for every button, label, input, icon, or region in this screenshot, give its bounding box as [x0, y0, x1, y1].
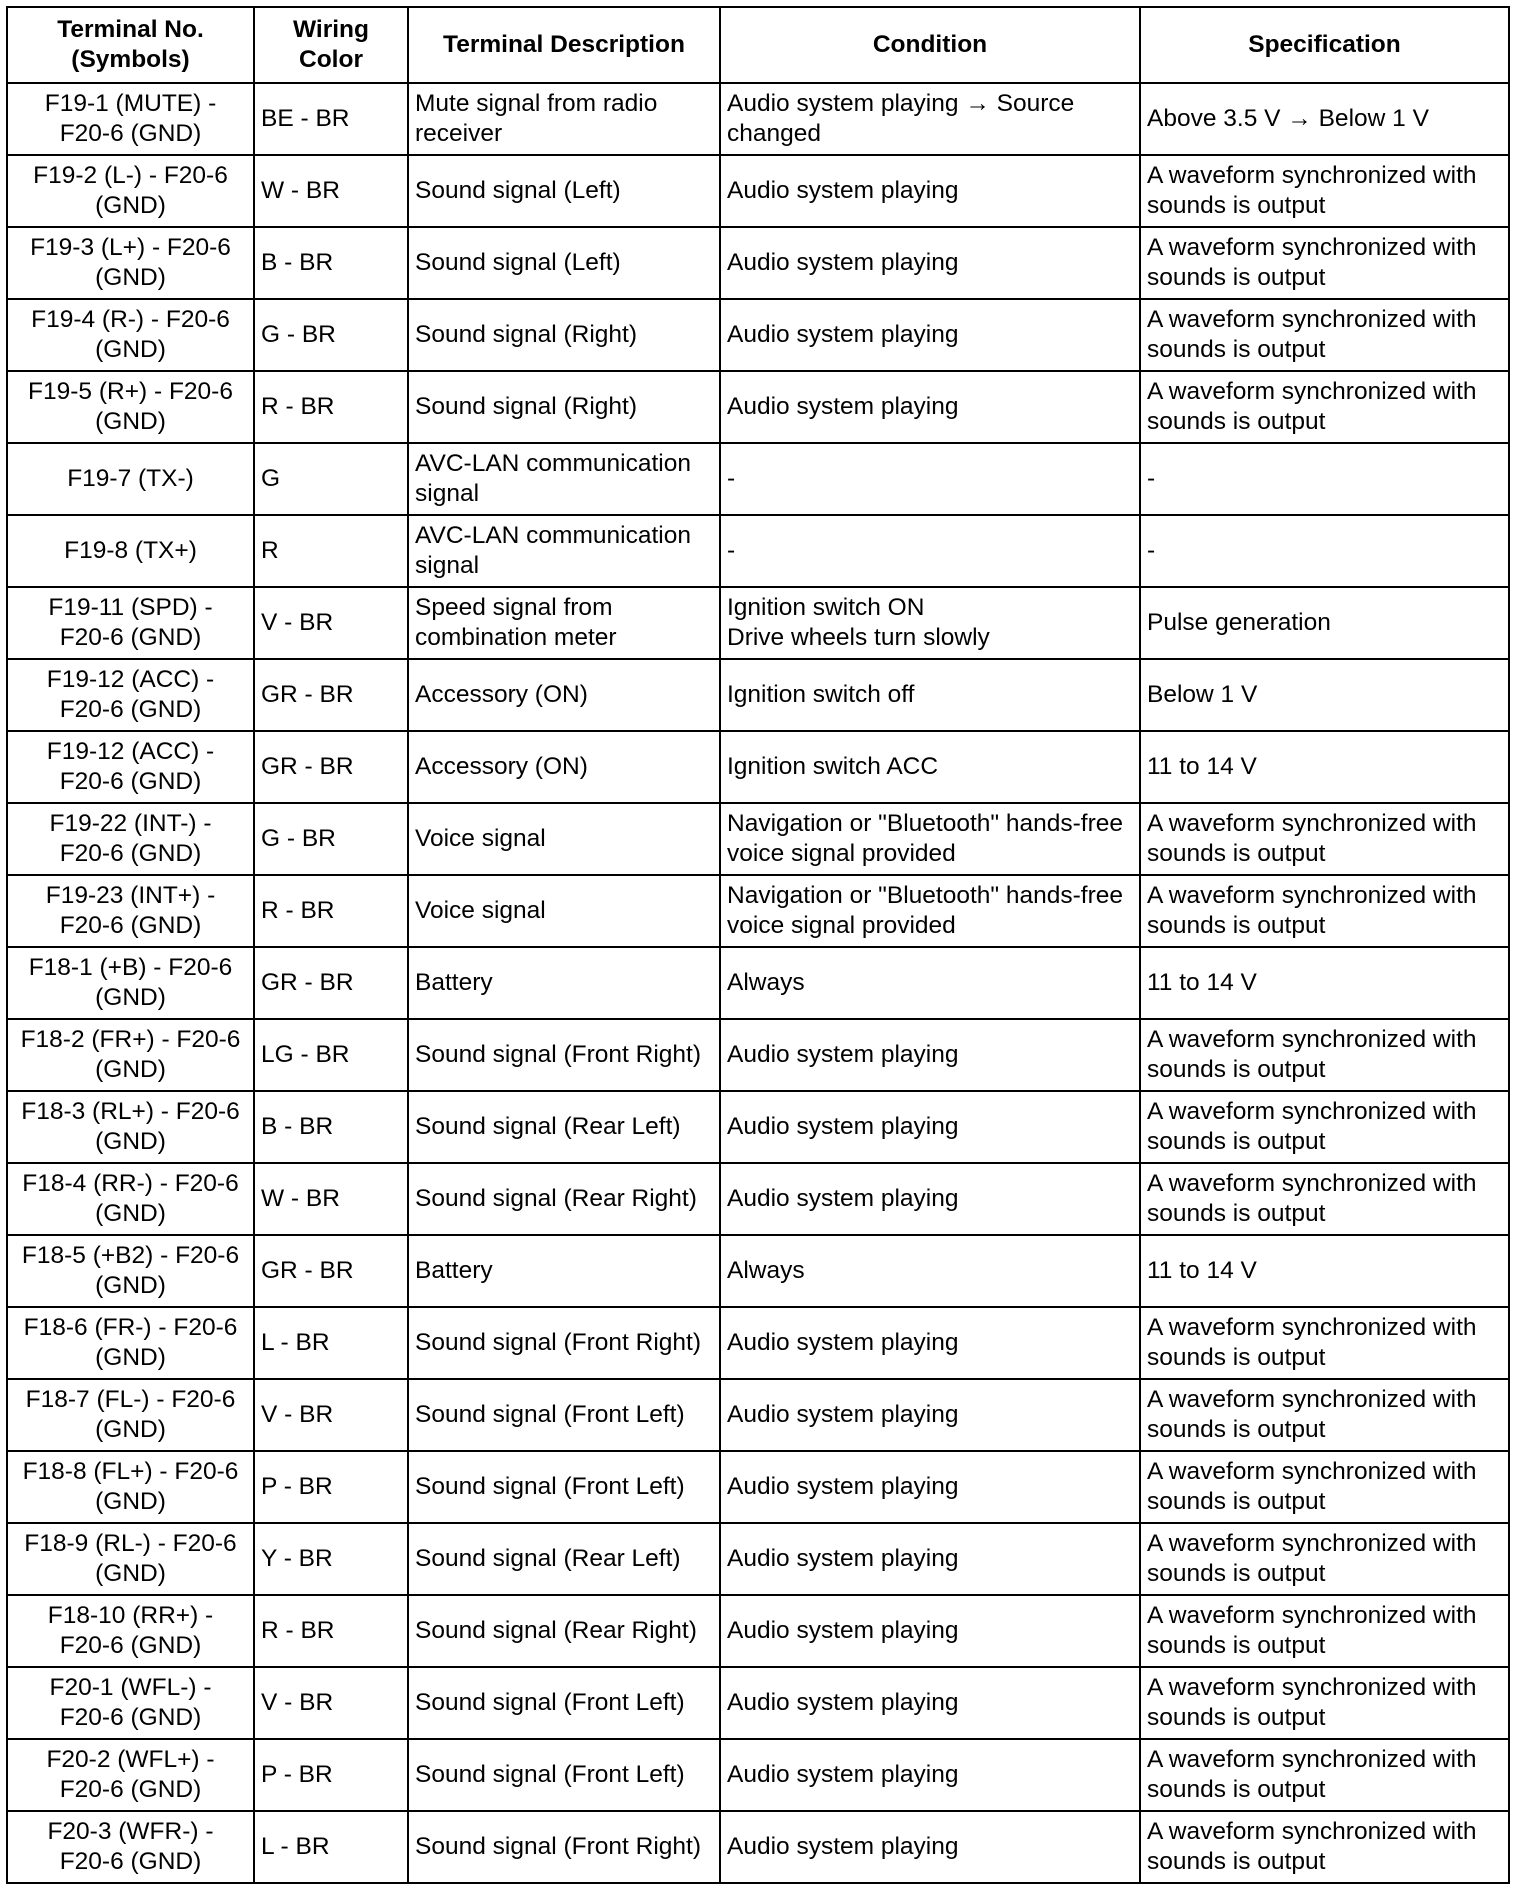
- description-cell: Sound signal (Front Right): [408, 1019, 720, 1091]
- condition-cell: -: [720, 443, 1140, 515]
- terminal-cell: F18-9 (RL-) - F20-6 (GND): [7, 1523, 254, 1595]
- terminal-cell: F18-1 (+B) - F20-6 (GND): [7, 947, 254, 1019]
- specification-cell: A waveform synchronized with sounds is output: [1140, 371, 1509, 443]
- condition-cell: Audio system playing: [720, 1595, 1140, 1667]
- condition-cell: Audio system playing: [720, 155, 1140, 227]
- table-row: [7, 1019, 1509, 1091]
- header-terminal-no: Terminal No. (Symbols): [7, 7, 254, 83]
- description-cell: Accessory (ON): [408, 731, 720, 803]
- terminal-spec-table: [6, 6, 1510, 1884]
- condition-cell: Navigation or "Bluetooth" hands-free voice signal provided: [720, 803, 1140, 875]
- specification-cell: 11 to 14 V: [1140, 1235, 1509, 1307]
- terminal-cell: F19-1 (MUTE) - F20-6 (GND): [7, 83, 254, 155]
- wiring-color-cell: Y - BR: [254, 1523, 408, 1595]
- table-row: [7, 83, 1509, 155]
- specification-cell: A waveform synchronized with sounds is output: [1140, 1451, 1509, 1523]
- terminal-cell: F18-5 (+B2) - F20-6 (GND): [7, 1235, 254, 1307]
- condition-cell: -: [720, 515, 1140, 587]
- condition-cell: Audio system playing: [720, 1019, 1140, 1091]
- table-row: [7, 1523, 1509, 1595]
- condition-cell: Audio system playing: [720, 1307, 1140, 1379]
- wiring-color-cell: GR - BR: [254, 659, 408, 731]
- wiring-color-cell: P - BR: [254, 1451, 408, 1523]
- header-condition: Condition: [720, 7, 1140, 83]
- description-cell: AVC-LAN communication signal: [408, 443, 720, 515]
- table-row: [7, 1811, 1509, 1883]
- wiring-color-cell: R - BR: [254, 371, 408, 443]
- specification-cell: A waveform synchronized with sounds is output: [1140, 1307, 1509, 1379]
- specification-cell: A waveform synchronized with sounds is output: [1140, 1091, 1509, 1163]
- terminal-cell: F19-4 (R-) - F20-6 (GND): [7, 299, 254, 371]
- description-cell: Sound signal (Left): [408, 155, 720, 227]
- wiring-color-cell: W - BR: [254, 155, 408, 227]
- specification-cell: A waveform synchronized with sounds is output: [1140, 1019, 1509, 1091]
- table-row: [7, 803, 1509, 875]
- table-row: [7, 875, 1509, 947]
- specification-cell: Above 3.5 V → Below 1 V: [1140, 83, 1509, 155]
- condition-cell: Ignition switch ACC: [720, 731, 1140, 803]
- wiring-color-cell: G - BR: [254, 299, 408, 371]
- specification-cell: A waveform synchronized with sounds is output: [1140, 1163, 1509, 1235]
- table-row: [7, 227, 1509, 299]
- description-cell: Sound signal (Front Left): [408, 1667, 720, 1739]
- wiring-color-cell: GR - BR: [254, 1235, 408, 1307]
- terminal-cell: F19-8 (TX+): [7, 515, 254, 587]
- wiring-color-cell: G: [254, 443, 408, 515]
- description-cell: Sound signal (Rear Right): [408, 1595, 720, 1667]
- wiring-color-cell: W - BR: [254, 1163, 408, 1235]
- condition-cell: Always: [720, 947, 1140, 1019]
- description-cell: Sound signal (Front Right): [408, 1307, 720, 1379]
- wiring-color-cell: R: [254, 515, 408, 587]
- condition-cell: Audio system playing: [720, 1811, 1140, 1883]
- condition-cell: Navigation or "Bluetooth" hands-free voice signal provided: [720, 875, 1140, 947]
- description-cell: AVC-LAN communication signal: [408, 515, 720, 587]
- condition-cell: Ignition switch off: [720, 659, 1140, 731]
- description-cell: Sound signal (Front Right): [408, 1811, 720, 1883]
- wiring-color-cell: GR - BR: [254, 731, 408, 803]
- condition-cell: Audio system playing: [720, 227, 1140, 299]
- table-row: [7, 1667, 1509, 1739]
- description-cell: Speed signal from combination meter: [408, 587, 720, 659]
- table-row: [7, 1091, 1509, 1163]
- terminal-cell: F18-3 (RL+) - F20-6 (GND): [7, 1091, 254, 1163]
- wiring-color-cell: B - BR: [254, 1091, 408, 1163]
- condition-cell: Audio system playing: [720, 1667, 1140, 1739]
- description-cell: Voice signal: [408, 875, 720, 947]
- terminal-cell: F19-2 (L-) - F20-6 (GND): [7, 155, 254, 227]
- table-row: [7, 1163, 1509, 1235]
- wiring-color-cell: V - BR: [254, 587, 408, 659]
- header-terminal-description: Terminal Description: [408, 7, 720, 83]
- table-row: [7, 515, 1509, 587]
- condition-cell: Always: [720, 1235, 1140, 1307]
- description-cell: Sound signal (Rear Right): [408, 1163, 720, 1235]
- specification-cell: A waveform synchronized with sounds is output: [1140, 155, 1509, 227]
- specification-cell: -: [1140, 443, 1509, 515]
- table-row: [7, 731, 1509, 803]
- wiring-color-cell: G - BR: [254, 803, 408, 875]
- table-row: [7, 155, 1509, 227]
- specification-cell: A waveform synchronized with sounds is output: [1140, 1595, 1509, 1667]
- terminal-cell: F18-4 (RR-) - F20-6 (GND): [7, 1163, 254, 1235]
- wiring-color-cell: V - BR: [254, 1667, 408, 1739]
- header-row: [7, 7, 1509, 83]
- specification-cell: -: [1140, 515, 1509, 587]
- terminal-cell: F19-22 (INT-) - F20-6 (GND): [7, 803, 254, 875]
- terminal-cell: F19-5 (R+) - F20-6 (GND): [7, 371, 254, 443]
- table-row: [7, 1307, 1509, 1379]
- description-cell: Battery: [408, 1235, 720, 1307]
- terminal-cell: F20-1 (WFL-) - F20-6 (GND): [7, 1667, 254, 1739]
- table-row: [7, 1595, 1509, 1667]
- header-specification: Specification: [1140, 7, 1509, 83]
- condition-cell: Audio system playing: [720, 1091, 1140, 1163]
- table-row: [7, 1451, 1509, 1523]
- wiring-color-cell: B - BR: [254, 227, 408, 299]
- header-wiring-color: Wiring Color: [254, 7, 408, 83]
- table-row: [7, 947, 1509, 1019]
- description-cell: Sound signal (Front Left): [408, 1379, 720, 1451]
- description-cell: Sound signal (Left): [408, 227, 720, 299]
- description-cell: Sound signal (Right): [408, 299, 720, 371]
- wiring-color-cell: P - BR: [254, 1739, 408, 1811]
- table-row: [7, 371, 1509, 443]
- wiring-color-cell: V - BR: [254, 1379, 408, 1451]
- table-row: [7, 1379, 1509, 1451]
- table-body: [7, 83, 1509, 1883]
- terminal-cell: F20-2 (WFL+) - F20-6 (GND): [7, 1739, 254, 1811]
- wiring-color-cell: L - BR: [254, 1307, 408, 1379]
- terminal-cell: F19-3 (L+) - F20-6 (GND): [7, 227, 254, 299]
- description-cell: Voice signal: [408, 803, 720, 875]
- terminal-cell: F19-7 (TX-): [7, 443, 254, 515]
- specification-cell: A waveform synchronized with sounds is output: [1140, 803, 1509, 875]
- table-row: [7, 1235, 1509, 1307]
- description-cell: Accessory (ON): [408, 659, 720, 731]
- specification-cell: A waveform synchronized with sounds is output: [1140, 1811, 1509, 1883]
- table-row: [7, 659, 1509, 731]
- specification-cell: A waveform synchronized with sounds is output: [1140, 227, 1509, 299]
- description-cell: Sound signal (Front Left): [408, 1739, 720, 1811]
- terminal-cell: F18-8 (FL+) - F20-6 (GND): [7, 1451, 254, 1523]
- table-row: [7, 1739, 1509, 1811]
- table-row: [7, 587, 1509, 659]
- condition-cell: Audio system playing: [720, 1451, 1140, 1523]
- condition-cell: Ignition switch ON Drive wheels turn slowly: [720, 587, 1140, 659]
- terminal-cell: F19-23 (INT+) - F20-6 (GND): [7, 875, 254, 947]
- specification-cell: Pulse generation: [1140, 587, 1509, 659]
- terminal-cell: F20-3 (WFR-) - F20-6 (GND): [7, 1811, 254, 1883]
- specification-cell: A waveform synchronized with sounds is output: [1140, 1379, 1509, 1451]
- specification-cell: A waveform synchronized with sounds is output: [1140, 1667, 1509, 1739]
- specification-cell: 11 to 14 V: [1140, 947, 1509, 1019]
- condition-cell: Audio system playing: [720, 299, 1140, 371]
- description-cell: Sound signal (Rear Left): [408, 1091, 720, 1163]
- condition-cell: Audio system playing: [720, 1739, 1140, 1811]
- terminal-cell: F18-7 (FL-) - F20-6 (GND): [7, 1379, 254, 1451]
- specification-cell: 11 to 14 V: [1140, 731, 1509, 803]
- wiring-color-cell: LG - BR: [254, 1019, 408, 1091]
- terminal-cell: F19-12 (ACC) - F20-6 (GND): [7, 659, 254, 731]
- wiring-color-cell: R - BR: [254, 875, 408, 947]
- terminal-cell: F19-12 (ACC) - F20-6 (GND): [7, 731, 254, 803]
- specification-cell: A waveform synchronized with sounds is output: [1140, 1523, 1509, 1595]
- wiring-color-cell: L - BR: [254, 1811, 408, 1883]
- wiring-color-cell: GR - BR: [254, 947, 408, 1019]
- description-cell: Mute signal from radio receiver: [408, 83, 720, 155]
- description-cell: Sound signal (Front Left): [408, 1451, 720, 1523]
- condition-cell: Audio system playing: [720, 1523, 1140, 1595]
- terminal-cell: F18-10 (RR+) - F20-6 (GND): [7, 1595, 254, 1667]
- condition-cell: Audio system playing: [720, 1163, 1140, 1235]
- description-cell: Sound signal (Rear Left): [408, 1523, 720, 1595]
- wiring-color-cell: BE - BR: [254, 83, 408, 155]
- description-cell: Sound signal (Right): [408, 371, 720, 443]
- condition-cell: Audio system playing → Source changed: [720, 83, 1140, 155]
- specification-cell: A waveform synchronized with sounds is output: [1140, 875, 1509, 947]
- terminal-cell: F18-2 (FR+) - F20-6 (GND): [7, 1019, 254, 1091]
- specification-cell: Below 1 V: [1140, 659, 1509, 731]
- specification-cell: A waveform synchronized with sounds is output: [1140, 1739, 1509, 1811]
- description-cell: Battery: [408, 947, 720, 1019]
- table-row: [7, 443, 1509, 515]
- wiring-color-cell: R - BR: [254, 1595, 408, 1667]
- specification-cell: A waveform synchronized with sounds is output: [1140, 299, 1509, 371]
- condition-cell: Audio system playing: [720, 371, 1140, 443]
- terminal-cell: F19-11 (SPD) - F20-6 (GND): [7, 587, 254, 659]
- condition-cell: Audio system playing: [720, 1379, 1140, 1451]
- terminal-cell: F18-6 (FR-) - F20-6 (GND): [7, 1307, 254, 1379]
- table-header: [7, 7, 1509, 83]
- table-row: [7, 299, 1509, 371]
